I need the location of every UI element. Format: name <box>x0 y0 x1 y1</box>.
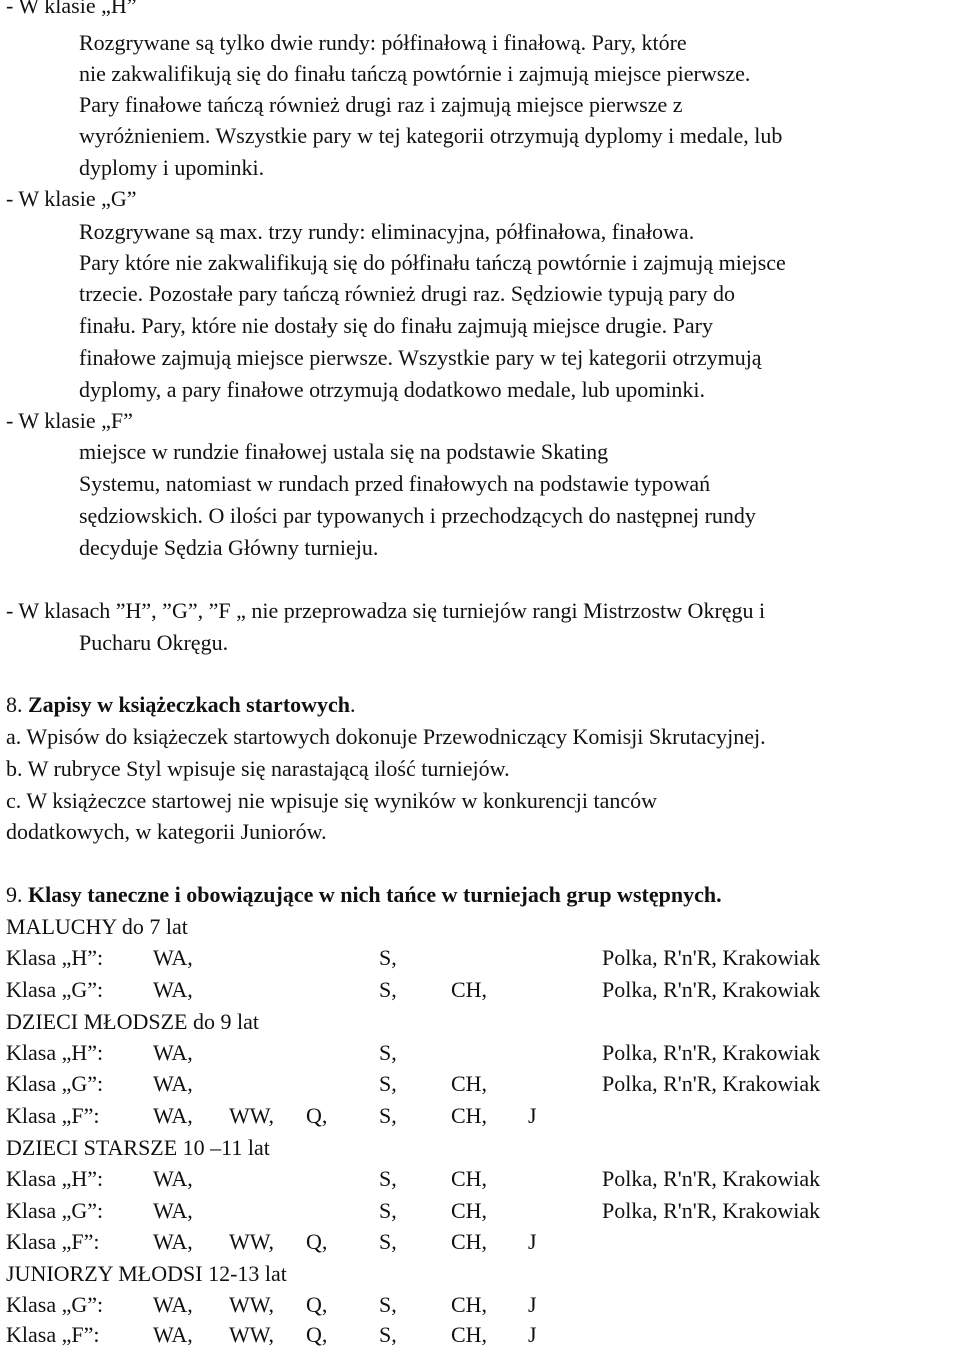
dance-cell: WA, <box>153 1166 193 1191</box>
class-cell: Klasa „F”: <box>6 1229 100 1254</box>
dance-cell: WA, <box>153 1229 193 1254</box>
dance-cell: WW, <box>229 1322 275 1347</box>
list-item: a. Wpisów do książeczek startowych dokonuje Przewodniczący Komisji Skrutacyjnej. <box>6 724 766 749</box>
class-cell: Klasa „H”: <box>6 1166 104 1191</box>
table-row <box>6 1103 956 1129</box>
class-cell: Klasa „F”: <box>6 1103 100 1128</box>
dance-cell: Q, <box>306 1292 328 1317</box>
group-heading: MALUCHY do 7 lat <box>6 914 188 939</box>
dance-cell: WA, <box>153 1198 193 1223</box>
dance-cell: CH, <box>451 1322 488 1347</box>
dance-cell: WA, <box>153 1322 193 1347</box>
class-cell: Klasa „G”: <box>6 977 104 1002</box>
class-cell: Klasa „H”: <box>6 1040 104 1065</box>
dance-cell: S, <box>379 1322 397 1347</box>
extra-dances-cell: Polka, R'n'R, Krakowiak <box>602 977 821 1002</box>
dance-cell: S, <box>379 1292 397 1317</box>
dance-cell: WA, <box>153 1071 193 1096</box>
classes-note: - W klasach ”H”, ”G”, ”F „ nie przeprowadza się turniejów rangi Mistrzostw Okręgu i <box>6 598 766 623</box>
table-row <box>6 1071 956 1097</box>
table-row <box>6 1322 956 1348</box>
dance-cell: WW, <box>229 1103 275 1128</box>
extra-dances-cell: Polka, R'n'R, Krakowiak <box>602 1040 821 1065</box>
dance-cell: WA, <box>153 945 193 970</box>
class-cell: Klasa „G”: <box>6 1071 104 1096</box>
list-item: c. W książeczce startowej nie wpisuje się wyników w konkurencji tanców <box>6 788 658 813</box>
section-title-suffix: . <box>350 692 356 717</box>
dance-cell: WA, <box>153 977 193 1002</box>
dance-cell: Q, <box>306 1229 328 1254</box>
paragraph-line: Systemu, natomiast w rundach przed finałowych na podstawie typowań <box>79 471 711 496</box>
section-number: 9. <box>6 882 28 907</box>
paragraph-line: Pary które nie zakwalifikują się do półfinału tańczą powtórnie i zajmują miejsce <box>79 250 786 275</box>
dance-cell: CH, <box>451 977 488 1002</box>
list-item: b. W rubryce Styl wpisuje się narastającą ilość turniejów. <box>6 756 510 781</box>
dance-cell: CH, <box>451 1103 488 1128</box>
dance-cell: Q, <box>306 1322 328 1347</box>
dance-cell: J <box>528 1322 537 1347</box>
extra-dances-cell: Polka, R'n'R, Krakowiak <box>602 945 821 970</box>
dance-cell: CH, <box>451 1292 488 1317</box>
paragraph-line: Rozgrywane są max. trzy rundy: eliminacyjna, półfinałowa, finałowa. <box>79 219 695 244</box>
class-h-heading: - W klasie „H” <box>6 0 137 18</box>
paragraph-line: Rozgrywane są tylko dwie rundy: półfinałową i finałową. Pary, które <box>79 30 687 55</box>
group-heading: JUNIORZY MŁODSI 12-13 lat <box>6 1261 287 1286</box>
table-row <box>6 977 956 1003</box>
dance-cell: WA, <box>153 1292 193 1317</box>
class-g-heading: - W klasie „G” <box>6 186 137 211</box>
class-cell: Klasa „H”: <box>6 945 104 970</box>
table-row <box>6 1166 956 1192</box>
table-row <box>6 945 956 971</box>
dance-cell: WA, <box>153 1040 193 1065</box>
extra-dances-cell: Polka, R'n'R, Krakowiak <box>602 1166 821 1191</box>
dance-cell: CH, <box>451 1198 488 1223</box>
table-row <box>6 1040 956 1066</box>
class-f-heading: - W klasie „F” <box>6 408 133 433</box>
table-row <box>6 1292 956 1318</box>
table-row <box>6 1229 956 1255</box>
paragraph-line: dyplomy i upominki. <box>79 155 265 180</box>
dance-cell: CH, <box>451 1229 488 1254</box>
dance-cell: S, <box>379 977 397 1002</box>
extra-dances-cell: Polka, R'n'R, Krakowiak <box>602 1071 821 1096</box>
dance-cell: S, <box>379 1040 397 1065</box>
section-title: Klasy taneczne i obowiązujące w nich tańce w turniejach grup wstępnych. <box>28 882 722 907</box>
group-heading: DZIECI STARSZE 10 –11 lat <box>6 1135 270 1160</box>
dance-cell: J <box>528 1292 537 1317</box>
dance-cell: J <box>528 1229 537 1254</box>
section-number: 8. <box>6 692 28 717</box>
paragraph-line: dyplomy, a pary finałowe otrzymują dodatkowo medale, lub upominki. <box>79 377 706 402</box>
dance-cell: S, <box>379 945 397 970</box>
dance-cell: WA, <box>153 1103 193 1128</box>
dance-cell: CH, <box>451 1071 488 1096</box>
dance-cell: Q, <box>306 1103 328 1128</box>
dance-cell: S, <box>379 1166 397 1191</box>
table-row <box>6 1198 956 1224</box>
paragraph-line: decyduje Sędzia Główny turnieju. <box>79 535 379 560</box>
paragraph-line: finału. Pary, które nie dostały się do finału zajmują miejsce drugie. Pary <box>79 313 713 338</box>
dance-cell: J <box>528 1103 537 1128</box>
paragraph-line: nie zakwalifikują się do finału tańczą powtórnie i zajmują miejsce pierwsze. <box>79 61 751 86</box>
section-title: Zapisy w książeczkach startowych <box>28 692 351 717</box>
dance-cell: S, <box>379 1071 397 1096</box>
paragraph-line: Pary finałowe tańczą również drugi raz i zajmują miejsce pierwsze z <box>79 92 683 117</box>
section-9-heading <box>6 882 722 908</box>
dance-cell: WW, <box>229 1292 275 1317</box>
dance-cell: S, <box>379 1103 397 1128</box>
paragraph-line: trzecie. Pozostałe pary tańczą również drugi raz. Sędziowie typują pary do <box>79 281 736 306</box>
paragraph-line: wyróżnieniem. Wszystkie pary w tej kategorii otrzymują dyplomy i medale, lub <box>79 123 783 148</box>
dance-cell: S, <box>379 1198 397 1223</box>
dance-cell: S, <box>379 1229 397 1254</box>
paragraph-line: miejsce w rundzie finałowej ustala się na podstawie Skating <box>79 439 609 464</box>
paragraph-line: sędziowskich. O ilości par typowanych i przechodzących do następnej rundy <box>79 503 756 528</box>
group-heading: DZIECI MŁODSZE do 9 lat <box>6 1009 259 1034</box>
extra-dances-cell: Polka, R'n'R, Krakowiak <box>602 1198 821 1223</box>
paragraph-line: finałowe zajmują miejsce pierwsze. Wszystkie pary w tej kategorii otrzymują <box>79 345 762 370</box>
classes-note-continued: Pucharu Okręgu. <box>79 630 229 655</box>
class-cell: Klasa „G”: <box>6 1198 104 1223</box>
dance-cell: CH, <box>451 1166 488 1191</box>
class-cell: Klasa „G”: <box>6 1292 104 1317</box>
section-8-heading <box>6 692 356 718</box>
class-cell: Klasa „F”: <box>6 1322 100 1347</box>
list-item-continued: dodatkowych, w kategorii Juniorów. <box>6 819 327 844</box>
dance-cell: WW, <box>229 1229 275 1254</box>
